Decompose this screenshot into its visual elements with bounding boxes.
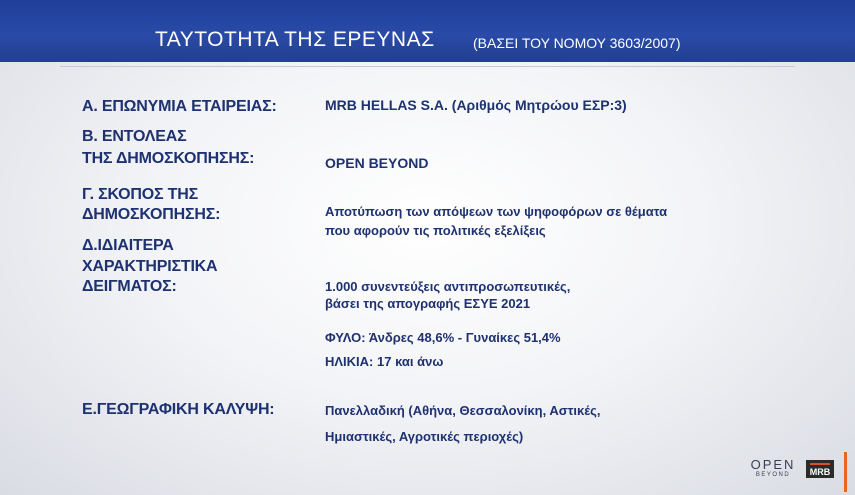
client-label-line2: ΤΗΣ ΔΗΜΟΣΚΟΠΗΣΗΣ:: [82, 150, 255, 167]
coverage-value-line2: Ημιαστικές, Αγροτικές περιοχές): [325, 429, 524, 444]
page-title: ΤΑΥΤΟΤΗΤΑ ΤΗΣ ΕΡΕΥΝΑΣ: [155, 28, 435, 51]
open-beyond-logo: [748, 458, 798, 479]
sample-label-line3: ΔΕΙΓΜΑΤΟΣ:: [82, 278, 177, 295]
beyond-logo-text: BEYOND: [755, 472, 791, 478]
coverage-value-line1: Πανελλαδική (Αθήνα, Θεσσαλονίκη, Αστικές,: [325, 403, 601, 418]
client-value: OPEN BEYOND: [325, 155, 429, 171]
accent-edge-bar: [844, 452, 847, 492]
company-name-value: MRB HELLAS S.A. (Αριθμός Μητρώου ΕΣΡ:3): [325, 97, 627, 113]
company-name-label: Α. ΕΠΩΝΥΜΙΑ ΕΤΑΙΡΕΙΑΣ:: [82, 98, 277, 115]
header-divider: [60, 66, 795, 67]
sample-label-line1: Δ.ΙΔΙΑΙΤΕΡΑ: [82, 237, 174, 254]
sample-label-line2: ΧΑΡΑΚΤΗΡΙΣΤΙΚΑ: [82, 258, 218, 275]
purpose-label-line1: Γ. ΣΚΟΠΟΣ ΤΗΣ: [82, 186, 198, 203]
purpose-label-line2: ΔΗΜΟΣΚΟΠΗΣΗΣ:: [82, 206, 221, 223]
sample-value-line2: βάσει της απογραφής ΕΣΥΕ 2021: [325, 296, 531, 311]
law-note: (ΒΑΣΕΙ ΤΟΥ ΝΟΜΟΥ 3603/2007): [473, 35, 681, 51]
sample-value-line1: 1.000 συνεντεύξεις αντιπροσωπευτικές,: [325, 279, 571, 294]
open-logo-text: OPEN: [750, 457, 796, 472]
coverage-label: Ε.ΓΕΩΓΡΑΦΙΚΗ ΚΑΛΥΨΗ:: [82, 401, 275, 418]
purpose-value-line1: Αποτύπωση των απόψεων των ψηφοφόρων σε θέματα: [325, 204, 668, 219]
purpose-value-line2: που αφορούν τις πολιτικές εξελίξεις: [325, 223, 546, 238]
mrb-logo: MRB: [806, 460, 834, 478]
sample-age: ΗΛΙΚΙΑ: 17 και άνω: [325, 354, 444, 369]
sample-gender: ΦΥΛΟ: Άνδρες 48,6% - Γυναίκες 51,4%: [325, 330, 561, 345]
client-label-line1: Β. ΕΝΤΟΛΕΑΣ: [82, 128, 187, 145]
